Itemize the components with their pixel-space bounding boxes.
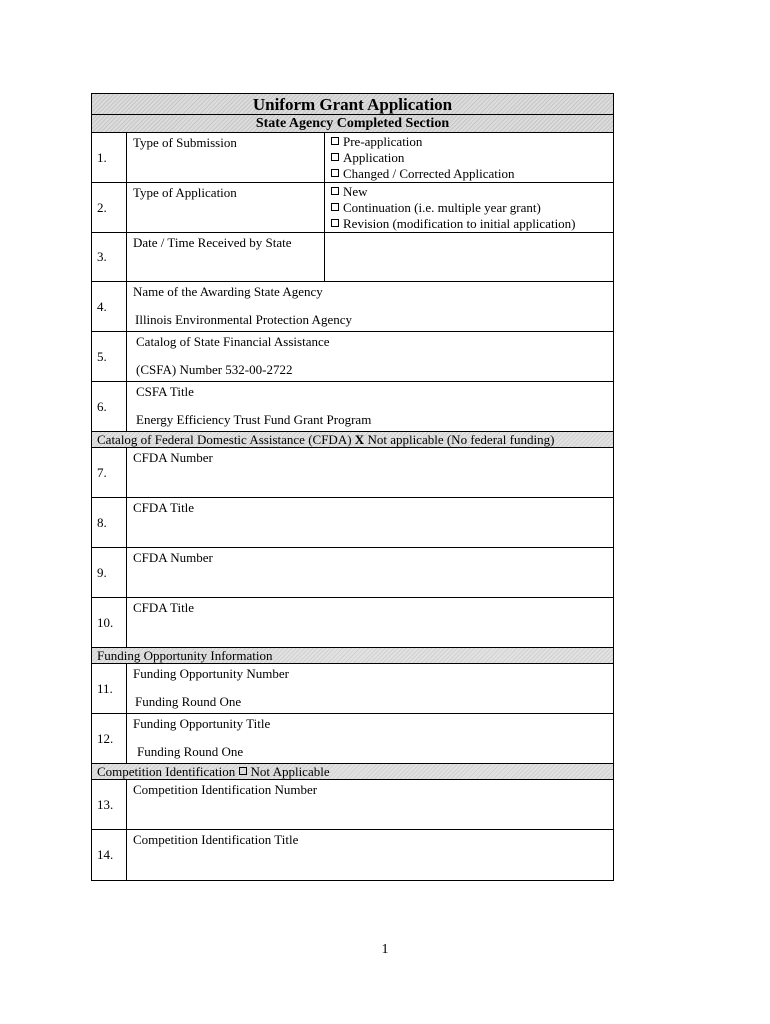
row-number: 14. bbox=[97, 847, 114, 862]
row-awarding-agency bbox=[92, 282, 613, 332]
csfa-title-value[interactable]: Energy Efficiency Trust Fund Grant Program bbox=[136, 412, 372, 427]
cfda-title-field[interactable] bbox=[127, 598, 613, 647]
page-number: 1 bbox=[381, 942, 389, 957]
option-new[interactable]: New bbox=[331, 184, 613, 200]
row-cfda-title-1 bbox=[92, 498, 613, 548]
section-header-cfda: Catalog of Federal Domestic Assistance (CFDA) X Not applicable (No federal funding) bbox=[92, 432, 613, 448]
row-competition-number bbox=[92, 780, 613, 830]
option-application[interactable]: Application bbox=[331, 150, 613, 166]
section-header-state-agency: State Agency Completed Section bbox=[92, 115, 613, 133]
funding-opportunity-number-value[interactable]: Funding Round One bbox=[135, 694, 242, 709]
not-applicable-mark[interactable]: X bbox=[354, 432, 365, 447]
cfda-number-field[interactable] bbox=[127, 448, 613, 497]
row-csfa-title bbox=[92, 382, 613, 432]
row-number: 8. bbox=[97, 514, 107, 530]
row-number: 10. bbox=[97, 614, 114, 630]
row-cfda-number-2 bbox=[92, 548, 613, 598]
row-number: 5. bbox=[97, 348, 107, 364]
row-competition-title bbox=[92, 830, 613, 880]
row-number: 2. bbox=[97, 199, 107, 215]
row-number: 3. bbox=[97, 249, 107, 264]
funding-opportunity-title-value[interactable]: Funding Round One bbox=[137, 744, 244, 759]
row-number: 12. bbox=[97, 730, 114, 746]
checkbox-icon[interactable] bbox=[331, 169, 339, 177]
grant-application-form bbox=[91, 93, 614, 881]
form-title: Uniform Grant Application bbox=[92, 94, 613, 115]
row-cfda-title-2 bbox=[92, 598, 613, 648]
competition-number-field[interactable] bbox=[127, 780, 613, 829]
field-label: CFDA Title bbox=[133, 600, 195, 615]
option-pre-application[interactable]: Pre-application bbox=[331, 134, 613, 150]
row-number: 6. bbox=[97, 398, 107, 414]
row-number: 13. bbox=[97, 796, 114, 812]
field-label: Type of Submission bbox=[133, 135, 237, 150]
checkbox-icon[interactable] bbox=[331, 137, 339, 145]
row-csfa-number bbox=[92, 332, 613, 382]
checkbox-icon[interactable] bbox=[331, 187, 339, 195]
field-label: CSFA Title bbox=[136, 384, 194, 399]
date-received-field[interactable] bbox=[325, 233, 613, 281]
checkbox-icon[interactable] bbox=[331, 203, 339, 211]
row-type-of-application bbox=[92, 183, 613, 233]
application-type-options bbox=[325, 183, 613, 232]
option-continuation[interactable]: Continuation (i.e. multiple year grant) bbox=[331, 200, 613, 216]
field-label: Competition Identification Title bbox=[133, 832, 299, 847]
row-type-of-submission bbox=[92, 133, 613, 183]
checkbox-icon[interactable] bbox=[331, 153, 339, 161]
option-revision[interactable]: Revision (modification to initial application) bbox=[331, 216, 613, 232]
field-label: Funding Opportunity Number bbox=[133, 666, 289, 681]
section-header-funding: Funding Opportunity Information bbox=[92, 648, 613, 664]
row-number: 4. bbox=[97, 298, 107, 314]
row-funding-opportunity-title bbox=[92, 714, 613, 764]
option-changed-corrected[interactable]: Changed / Corrected Application bbox=[331, 166, 613, 182]
field-label: Funding Opportunity Title bbox=[133, 716, 271, 731]
field-label: Type of Application bbox=[133, 185, 237, 200]
csfa-number-value[interactable]: (CSFA) Number 532-00-2722 bbox=[136, 362, 293, 377]
submission-type-options bbox=[325, 133, 613, 182]
field-label: Date / Time Received by State bbox=[133, 235, 292, 250]
field-label: Name of the Awarding State Agency bbox=[133, 284, 323, 299]
row-cfda-number-1 bbox=[92, 448, 613, 498]
checkbox-icon[interactable] bbox=[331, 219, 339, 227]
row-date-received bbox=[92, 233, 613, 282]
row-number: 7. bbox=[97, 464, 107, 480]
row-number: 1. bbox=[97, 149, 107, 165]
cfda-number-field[interactable] bbox=[127, 548, 613, 597]
cfda-title-field[interactable] bbox=[127, 498, 613, 547]
row-number: 9. bbox=[97, 564, 107, 580]
field-label: Catalog of State Financial Assistance bbox=[136, 334, 330, 349]
row-number: 11. bbox=[97, 680, 113, 696]
field-label: Competition Identification Number bbox=[133, 782, 318, 797]
field-label: CFDA Title bbox=[133, 500, 195, 515]
row-funding-opportunity-number bbox=[92, 664, 613, 714]
field-label: CFDA Number bbox=[133, 450, 213, 465]
section-header-competition: Competition Identification Not Applicable bbox=[92, 764, 613, 780]
checkbox-icon[interactable] bbox=[239, 767, 247, 775]
awarding-agency-value[interactable]: Illinois Environmental Protection Agency bbox=[135, 312, 352, 327]
competition-title-field[interactable] bbox=[127, 830, 613, 880]
field-label: CFDA Number bbox=[133, 550, 213, 565]
